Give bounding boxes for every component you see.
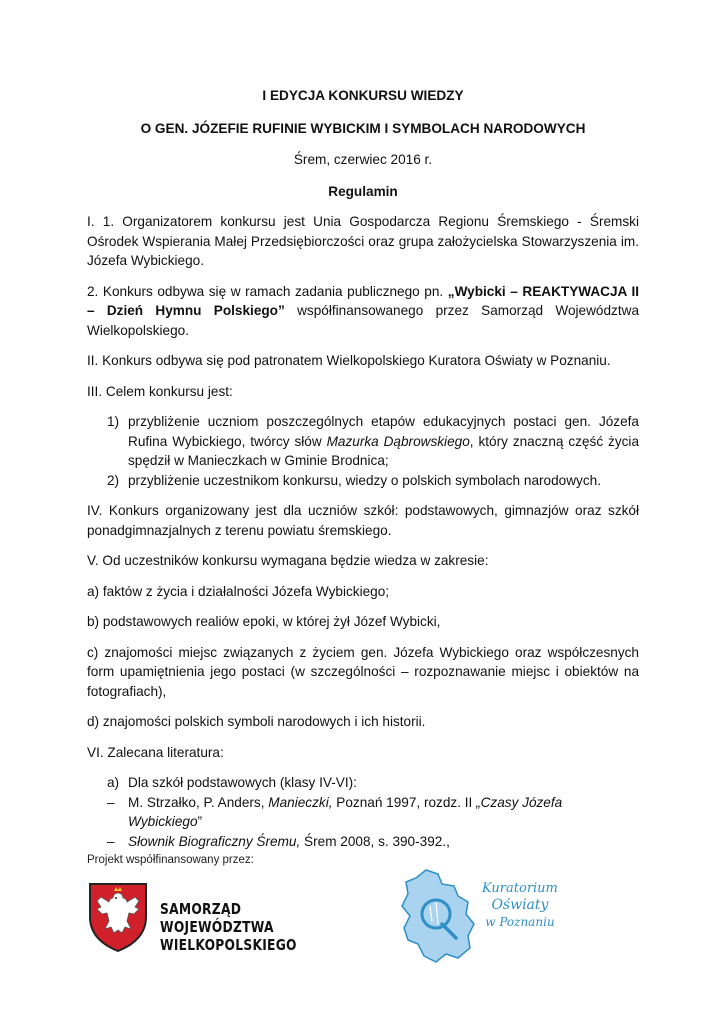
kuratorium-line-1: Kuratorium xyxy=(482,881,558,896)
goals-list xyxy=(87,412,639,490)
list-number: a) xyxy=(107,775,120,790)
section-knowledge-heading: V. Od uczestników konkursu wymagana będzie wiedza w zakresie: xyxy=(87,553,489,568)
knowledge-a: a) faktów z życia i działalności Józefa Wybickiego; xyxy=(87,583,390,599)
region-map-icon xyxy=(396,866,486,966)
samorzad-text xyxy=(160,900,297,954)
dash-mark: – xyxy=(107,794,115,810)
list-number: 2) xyxy=(107,472,120,488)
literature-text: Poznań 1997, rozdz. II xyxy=(332,794,477,810)
literature-text: Śrem 2008, s. 390-392., xyxy=(300,833,450,849)
section-organizer: I. 1. Organizatorem konkursu jest Unia Gospodarcza Regionu Śremskiego - Śremski Ośrodek Wspierania Małej Przedsiębiorczości oraz grupa założycielska Stowarzyszenia im. Józefa Wybickiego. xyxy=(87,214,639,268)
section-literature-heading: VI. Zalecana literatura: xyxy=(87,744,224,760)
title-line-1: I EDYCJA KONKURSU WIEDZY xyxy=(262,88,464,103)
section-patronage: II. Konkurs odbywa się pod patronatem Wielkopolskiego Kuratora Oświaty w Poznaniu. xyxy=(87,353,611,368)
samorzad-logo xyxy=(87,881,327,953)
knowledge-d: d) znajomości polskich symboli narodowych i ich historii. xyxy=(87,714,426,729)
place-date: Śrem, czerwiec 2016 r. xyxy=(293,152,433,167)
section-project xyxy=(87,282,639,341)
title-line-2: O GEN. JÓZEFIE RUFINIE WYBICKIM I SYMBOLACH NARODOWYCH xyxy=(140,120,586,136)
kuratorium-text xyxy=(482,880,558,930)
eagle-shield-icon xyxy=(87,881,149,953)
list-item xyxy=(87,773,639,793)
literature-text: ” xyxy=(197,814,203,829)
cofinanced-label: Projekt współfinansowany przez: xyxy=(87,854,254,866)
list-item xyxy=(87,412,639,471)
literature-items xyxy=(87,793,639,852)
knowledge-c: c) znajomości miejsc związanych z życiem gen. Józefa Wybickiego oraz współczesnych form upamiętnienia jego postaci (w szczególności – rozpoznawanie miejsc i obiektów na fotografiach), xyxy=(87,644,639,699)
goal-italic: Mazurka Dąbrowskiego xyxy=(326,433,470,449)
section-goals-heading: III. Celem konkursu jest: xyxy=(87,383,233,399)
list-item xyxy=(87,793,639,832)
project-text-post: współfinansowanego przez Samorząd Województwa Wielkopolskiego. xyxy=(87,303,640,338)
literature-italic: Manieczki, xyxy=(268,794,333,810)
document-page xyxy=(87,86,639,851)
goal-text: przybliżenie uczestnikom konkursu, wiedzy o polskich symbolach narodowych. xyxy=(128,472,601,488)
literature-italic: „Czasy Józefa Wybickiego xyxy=(128,794,563,829)
regulamin-heading: Regulamin xyxy=(328,183,398,199)
literature-list xyxy=(87,773,639,793)
literature-text: M. Strzałko, P. Anders, xyxy=(128,794,269,810)
project-text-pre: 2. Konkurs odbywa się w ramach zadania publicznego pn. xyxy=(87,283,448,299)
kuratorium-line-2: Oświaty xyxy=(491,897,549,913)
section-participants: IV. Konkurs organizowany jest dla uczniów szkół: podstawowych, gimnazjów oraz szkół ponadgimnazjalnych z terenu powiatu śremskiego. xyxy=(87,503,639,538)
knowledge-b: b) podstawowych realiów epoki, w której żył Józef Wybicki, xyxy=(87,614,441,629)
project-title: „Wybicki – REAKTYWACJA II – Dzień Hymnu Polskiego” xyxy=(87,283,639,318)
kuratorium-line-3: w Poznaniu xyxy=(485,915,555,929)
dash-mark: – xyxy=(107,833,115,849)
list-number: 1) xyxy=(107,414,120,429)
samorzad-line-1: SAMORZĄD WOJEWÓDZTWA xyxy=(160,900,274,936)
samorzad-line-2: WIELKOPOLSKIEGO xyxy=(160,936,297,954)
list-item xyxy=(87,471,639,491)
literature-italic: Słownik Biograficzny Śremu, xyxy=(128,833,301,849)
goal-text: przybliżenie uczniom poszczególnych etapów edukacyjnych postaci gen. Józefa Rufina Wybickiego, twórcy słów xyxy=(128,414,639,449)
literature-group: Dla szkół podstawowych (klasy IV-VI): xyxy=(128,775,357,790)
kuratorium-logo xyxy=(396,866,566,966)
list-item xyxy=(87,832,639,852)
goal-text: , który znaczną część życia spędził w Manieczkach w Gminie Brodnica; xyxy=(128,433,639,468)
